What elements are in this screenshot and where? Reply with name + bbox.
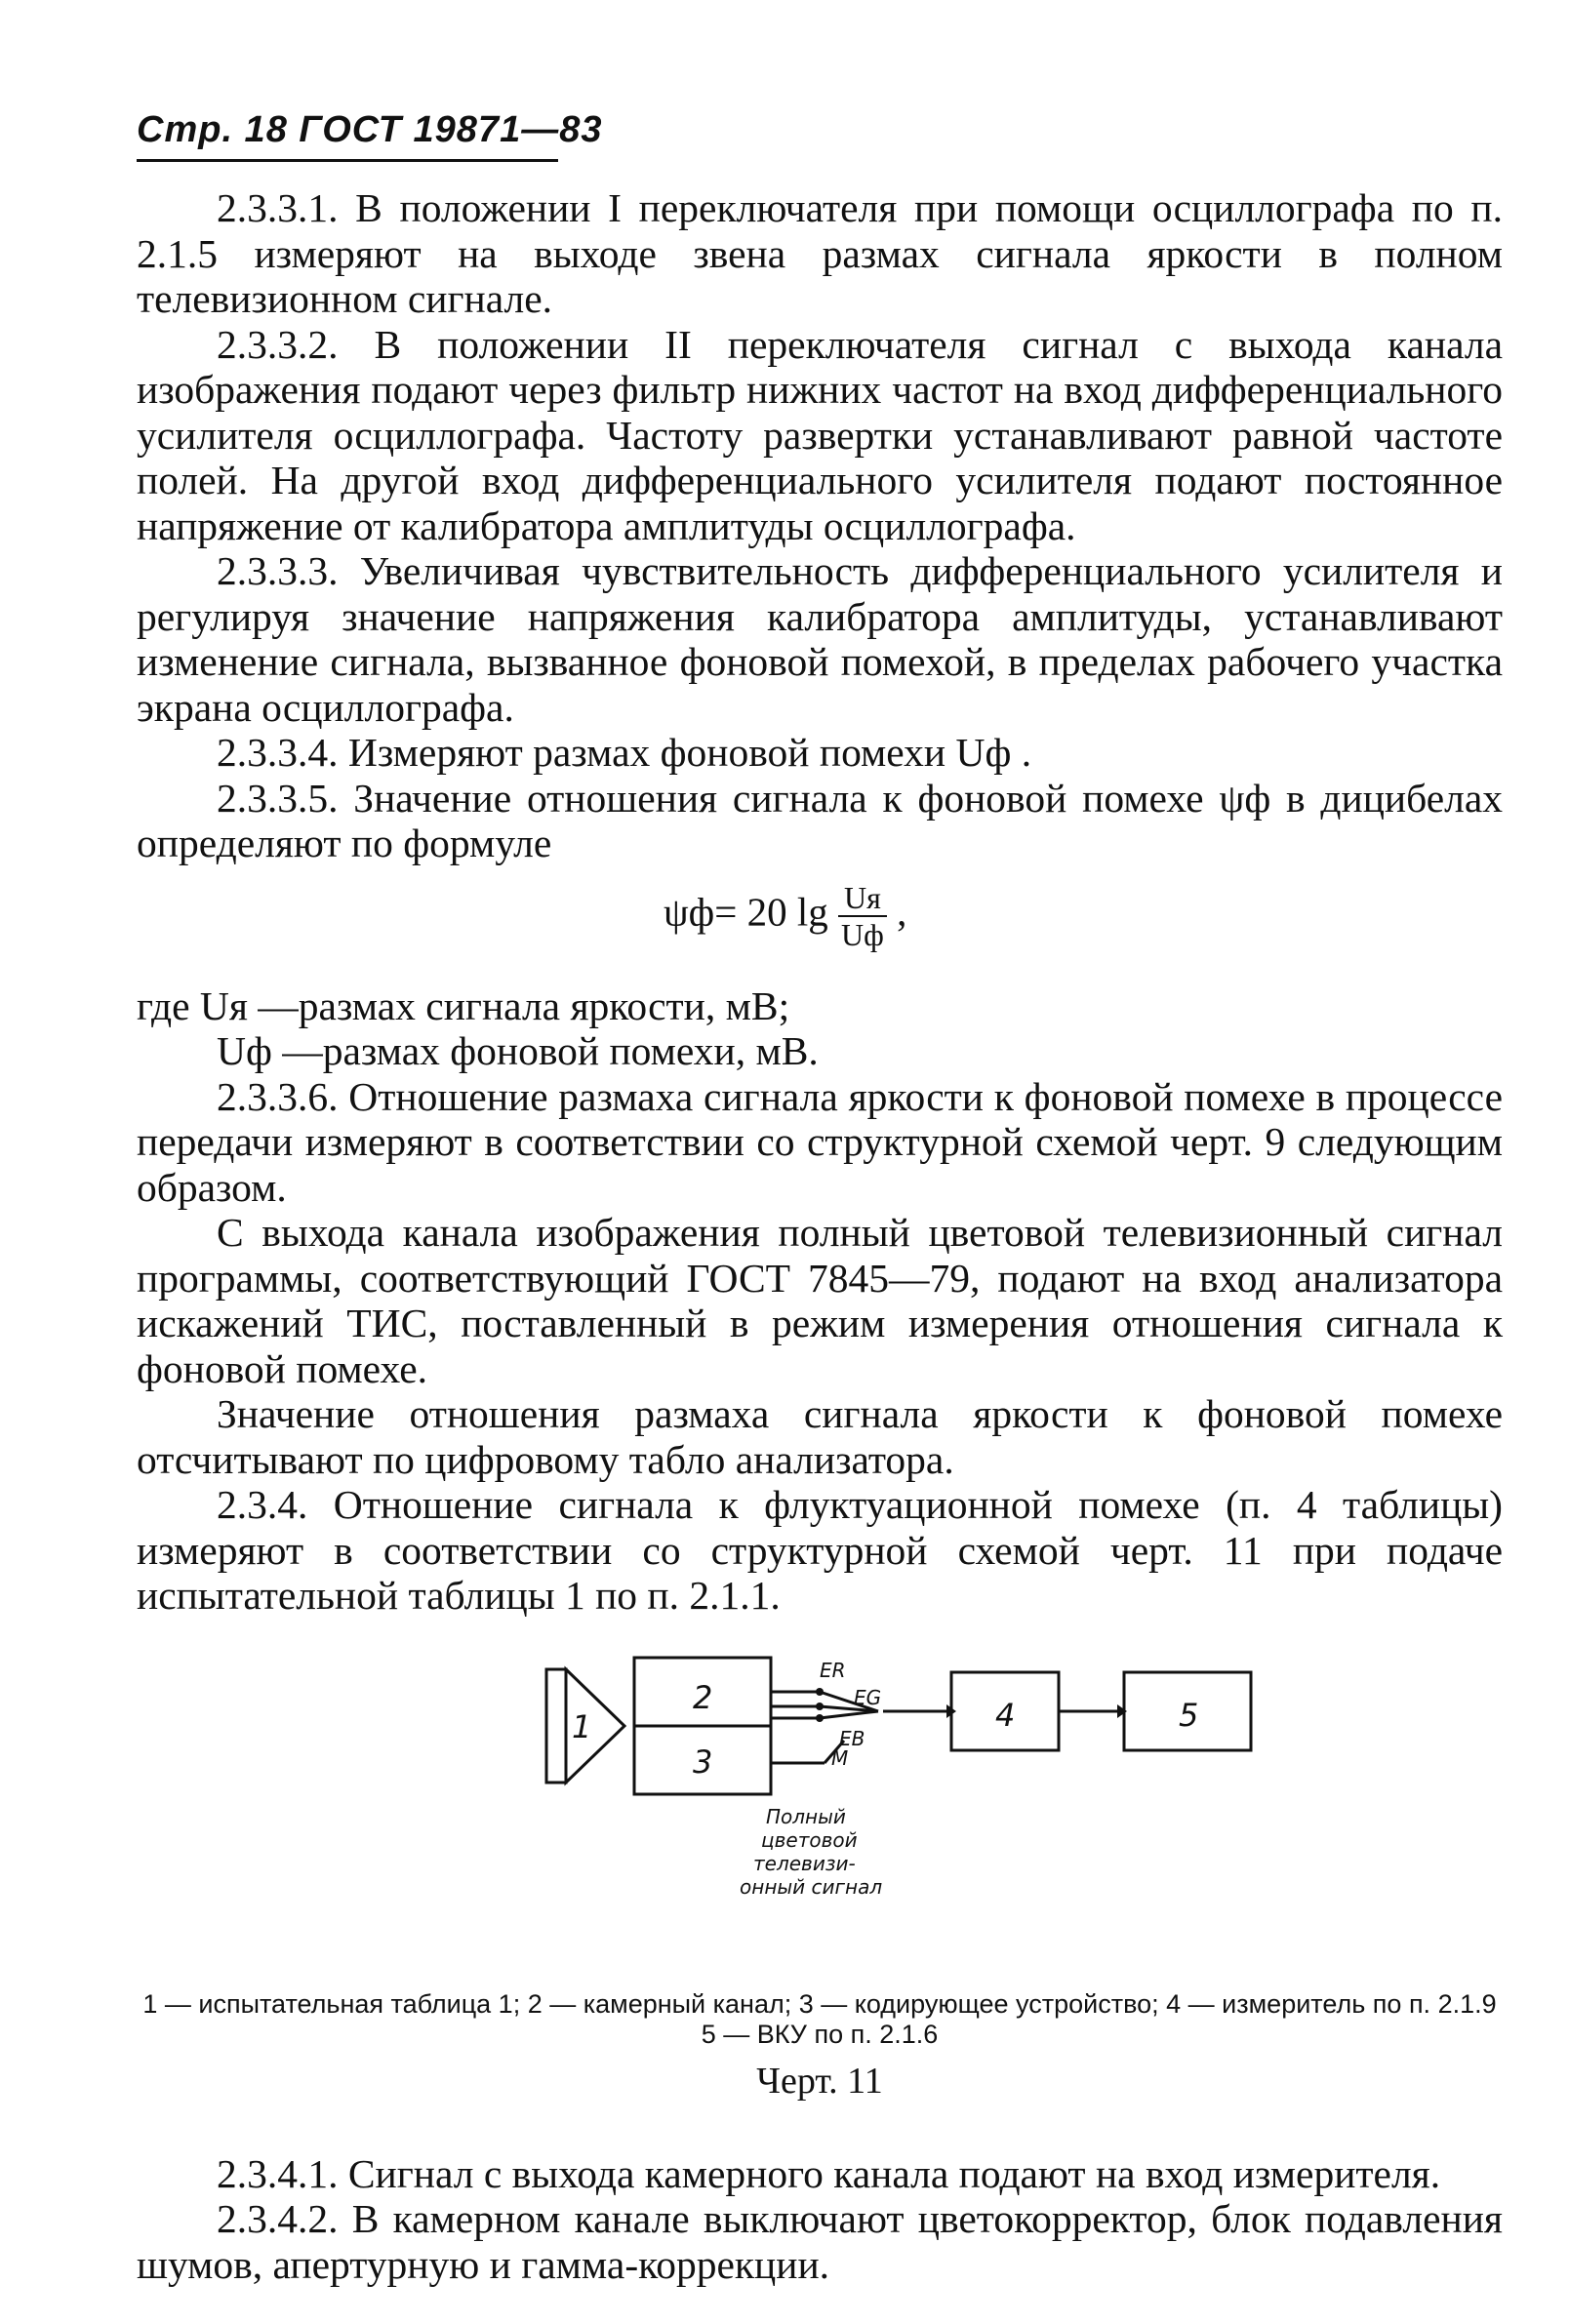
node-eb [816,1714,824,1722]
figure-number: Черт. 11 [756,2060,883,2102]
formula-lhs: ψф= 20 lg [664,888,828,934]
formula-fraction [838,880,887,952]
paragraph-2-3-3-6: 2.3.3.6. Отношение размаха сигнала яркости к фоновой помехе в процессе передачи измеряют в соответствии со структурной схемой черт. 9 следующим образом. [137,1073,1503,1210]
formula-denominator: Uф [840,916,884,952]
paragraph-2-3-4: 2.3.4. Отношение сигнала к флуктуационной помехе (п. 4 таблицы) измеряют в соответствии со структурной схемой черт. 11 при подаче испытательной таблицы 1 по п. 2.1.1. [137,1482,1503,1618]
diagram-handnote [740,1805,882,1899]
legend-line-1: где Uя —размах сигнала яркости, мВ; [137,982,790,1028]
paragraph-readout: Значение отношения размаха сигнала яркости к фоновой помехе отсчитывают по цифровому табло анализатора. [137,1391,1503,1482]
page-header: Стр. 18 ГОСТ 19871—83 [137,109,603,150]
paragraph-2-3-3-4: 2.3.3.4. Измеряют размах фоновой помехи Uф . [217,730,1032,775]
handnote-line-1: Полный [766,1804,846,1828]
block-3-label: 3 [693,1743,713,1781]
paragraph-2-3-3-3: 2.3.3.3. Увеличивая чувствительность дифференциального усилителя и регулируя значение напряжения калибратора амплитуды, устанавливают изменение сигнала, вызванное фоновой помехой, в пределах рабочего участка экрана осциллографа. [137,548,1503,730]
paragraph-signal-source: С выхода канала изображения полный цветовой телевизионный сигнал программы, соответствующий ГОСТ 7845—79, подают на вход анализатора искажений ТИС, поставленный в режим измерения отношения сигнала к фоновой помехе. [137,1210,1503,1391]
paragraph-2-3-4-2: 2.3.4.2. В камерном канале выключают цветокорректор, блок подавления шумов, апертурную и гамма-коррекции. [137,2196,1503,2287]
switch-line-eb [820,1711,878,1718]
node-er [816,1688,824,1696]
paragraph-2-3-3-2: 2.3.3.2. В положении II переключателя сигнал с выхода канала изображения подают через фильтр нижних частот на вход дифференциального усилителя осциллографа. Частоту развертки устанавливают равной частоте полей. На другой вход дифференциального усилителя подают постоянное напряжение от калибратора амплитуды осциллографа. [137,321,1503,548]
block-diagram-svg [137,1648,1503,1980]
node-eg [816,1703,824,1710]
label-m: M [831,1745,849,1770]
figure-caption: 1 — испытательная таблица 1; 2 — камерный канал; 3 — кодирующее устройство; 4 — измеритель по п. 2.1.9 5 — ВКУ по п. 2.1.6 [142,1988,1497,2049]
label-eg: EG [854,1685,882,1709]
header-rule [137,159,558,162]
block-1-frame [546,1669,566,1783]
block-2-label: 2 [693,1678,713,1716]
document-body [137,185,1503,2287]
block-diagram [137,1648,1503,1980]
paragraph-2-3-3-5: 2.3.3.5. Значение отношения сигнала к фоновой помехе ψф в дицибелах определяют по формуле [137,775,1503,865]
paragraph-2-3-4-1: 2.3.4.1. Сигнал с выхода камерного канала подают на вход измерителя. [217,2150,1441,2196]
paragraph-2-3-3-1: 2.3.3.1. В положении I переключателя при помощи осциллографа по п. 2.1.5 измеряют на выходе звена размах сигнала яркости в полном телевизионном сигнале. [137,185,1503,321]
handnote-line-4: онный сигнал [740,1874,883,1899]
handnote-line-3: телевизи- [753,1851,856,1875]
block-4-label: 4 [995,1696,1016,1734]
formula-legend [137,983,1503,1074]
block-1-label: 1 [572,1707,592,1745]
legend-line-2: Uф —размах фоновой помехи, мВ. [217,1028,819,1073]
label-er: ER [820,1658,846,1682]
formula [137,866,1503,983]
handnote-line-2: цветовой [761,1827,858,1852]
label-eb: EB [839,1726,865,1750]
formula-tail: , [897,888,907,934]
block-5-label: 5 [1179,1696,1199,1734]
formula-numerator: Uя [838,880,887,917]
